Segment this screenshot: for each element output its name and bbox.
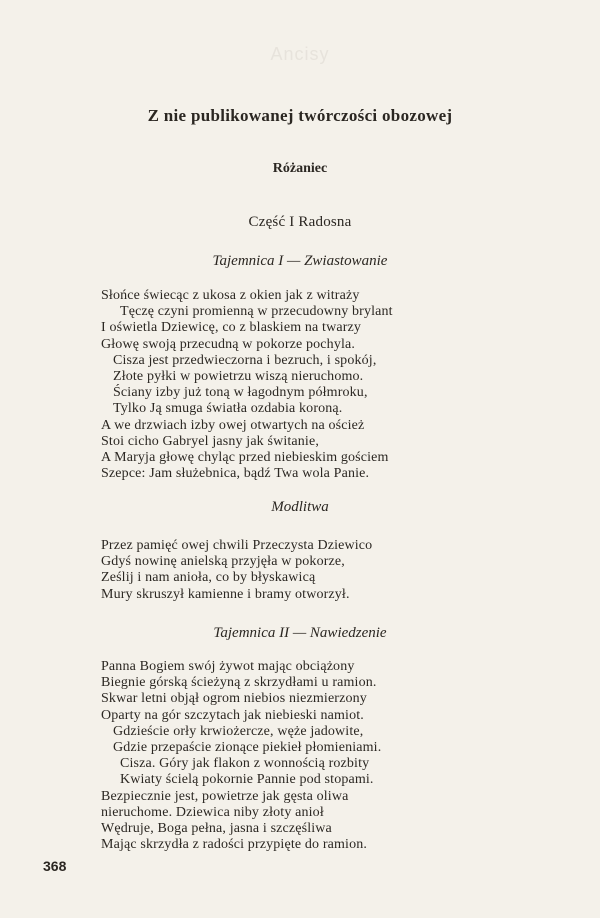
verse-line: Mając skrzydła z radości przypięte do ramion. xyxy=(101,837,368,853)
section-heading: Modlitwa xyxy=(271,499,329,515)
verse-line: Cisza jest przedwieczorna i bezruch, i spokój, xyxy=(113,352,377,368)
verse-line: Szepce: Jam służebnica, bądź Twa wola Panie. xyxy=(101,466,370,482)
verse-line: Gdzie przepaście zionące piekieł płomieniami. xyxy=(113,740,382,756)
verse-line: Panna Bogiem swój żywot mając obciążony xyxy=(101,659,355,674)
verse-line: Tęczę czyni promienną w przecudowny brylant xyxy=(120,304,393,320)
page-title: Z nie publikowanej twórczości obozowej xyxy=(147,106,453,125)
page-number: 368 xyxy=(43,858,67,874)
verse-line: Ześlij i nam anioła, co by błyskawicą xyxy=(101,570,316,586)
verse-line: A we drzwiach izby owej otwartych na oścież xyxy=(101,417,365,433)
section-heading: Tajemnica II — Nawiedzenie xyxy=(213,625,387,641)
section-heading: Tajemnica I — Zwiastowanie xyxy=(212,253,388,269)
verse-line: Wędruje, Boga pełna, jasna i szczęśliwa xyxy=(101,821,332,837)
verse-line: A Maryja głowę chyląc przed niebieskim gościem xyxy=(101,450,389,466)
stanza xyxy=(101,288,581,482)
verse-line: Kwiaty ścielą pokornie Pannie pod stopami. xyxy=(120,772,374,788)
verse-line: I oświetla Dziewicę, co z blaskiem na twarzy xyxy=(101,320,362,336)
verse-line: Cisza. Góry jak flakon z wonnością rozbity xyxy=(120,756,370,772)
verse-line: Oparty na gór szczytach jak niebieski namiot. xyxy=(101,707,364,723)
verse-line: Gdyś nowinę anielską przyjęła w pokorze, xyxy=(101,554,345,570)
verse-line: Głowę swoją przecudną w pokorze pochyla. xyxy=(101,336,356,352)
verse-line: Mury skruszył kamienne i bramy otworzył. xyxy=(101,586,350,602)
poem-title: Różaniec xyxy=(272,161,328,176)
verse-line: Skwar letni objął ogrom niebios niezmierzony xyxy=(101,691,367,707)
verse-line: Złote pyłki w powietrzu wiszą nieruchomo. xyxy=(113,369,364,385)
verse-line: Gdzieście orły krwiożercze, węże jadowite, xyxy=(113,723,364,739)
verse-line: Tylko Ją smuga światła ozdabia koroną. xyxy=(113,401,343,417)
stanza xyxy=(101,659,581,853)
stanza xyxy=(101,538,581,603)
verse-line: Przez pamięć owej chwili Przeczysta Dziewico xyxy=(101,538,373,553)
verse-line: nieruchome. Dziewica niby złoty anioł xyxy=(101,804,324,820)
bleed-through-text: Ancisy xyxy=(270,44,330,64)
verse-line: Biegnie górską ścieżyną z skrzydłami u ramion. xyxy=(101,675,377,691)
verse-line: Ściany izby już toną w łagodnym półmroku, xyxy=(113,385,368,401)
verse-line: Słońce świecąc z ukosa z okien jak z witraży xyxy=(101,288,360,303)
verse-line: Stoi cicho Gabryel jasny jak świtanie, xyxy=(101,433,319,449)
verse-line: Bezpiecznie jest, powietrze jak gęsta oliwa xyxy=(101,788,349,804)
part-heading: Część I Radosna xyxy=(248,214,352,230)
